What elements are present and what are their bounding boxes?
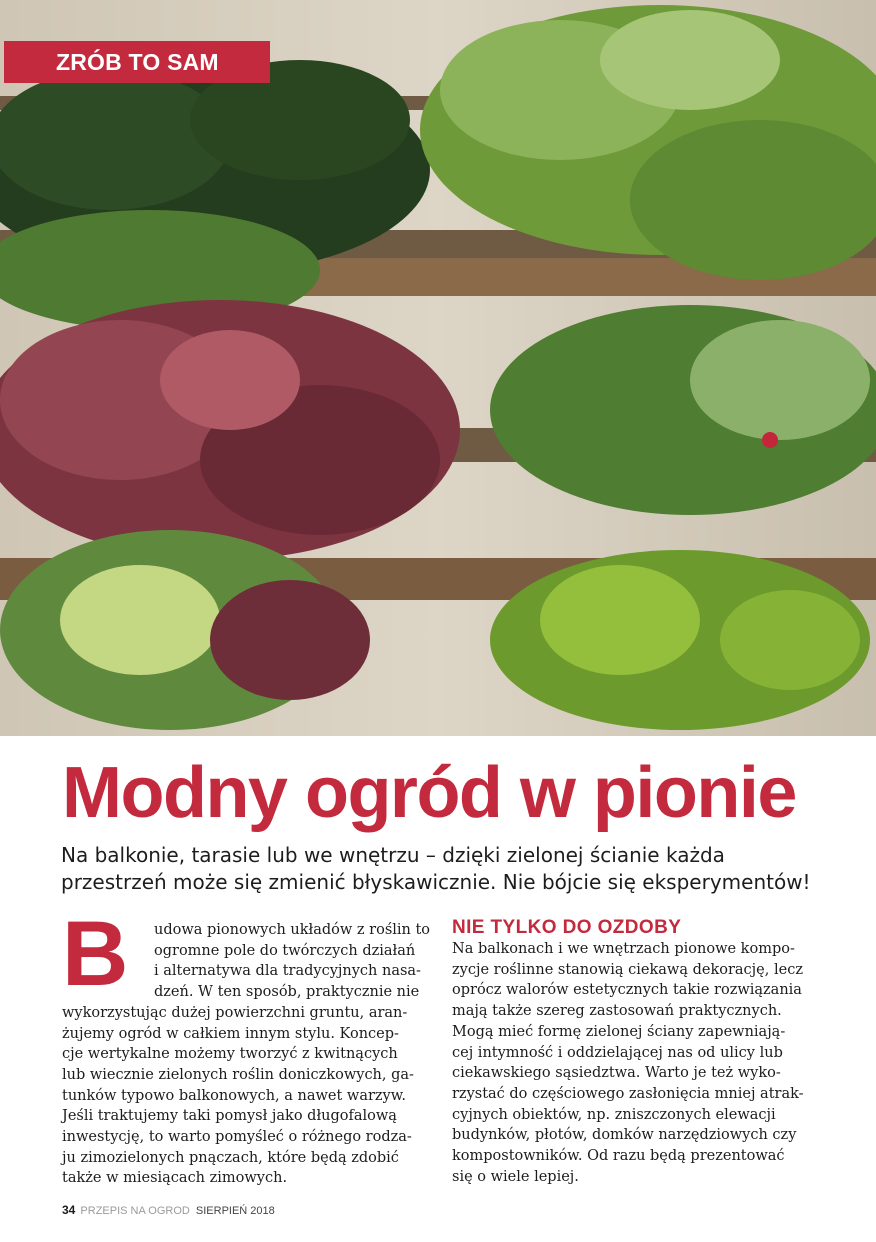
section-subhead: NIE TYLKO DO OZDOBY <box>452 917 682 938</box>
body-line: udowa pionowych układów z roślin to <box>154 922 431 938</box>
lead-line: przestrzeń może się zmienić błyskawicznie. Nie bójcie się eksperymentów! <box>61 870 811 894</box>
article-lead <box>61 842 851 896</box>
body-line: lub wiecznie zielonych roślin doniczkowych, ga- <box>62 1066 414 1083</box>
body-line: budynków, płotów, domków narzędziowych czy <box>452 1127 797 1144</box>
body-line: Na balkonach i we wnętrzach pionowe kompo- <box>452 941 795 957</box>
body-line: także w miesiącach zimowych. <box>62 1170 288 1187</box>
body-line: Mogą mieć formę zielonej ściany zapewniają- <box>452 1023 786 1040</box>
body-line: tunków typowo balkonowych, a nawet warzyw. <box>62 1087 407 1104</box>
section-rubric: ZRÓB TO SAM <box>4 41 270 83</box>
body-line: się o wiele lepiej. <box>452 1168 579 1185</box>
drop-cap: B <box>62 903 129 1005</box>
body-line: dzeń. W ten sposób, praktycznie nie <box>154 984 420 1001</box>
left-column <box>62 903 432 1189</box>
body-line: mają także szereg zastosowań praktycznych. <box>452 1003 782 1020</box>
body-line: żujemy ogród w całkiem innym stylu. Koncep- <box>62 1025 399 1042</box>
body-line: rzystać do częściowego zasłonięcia mniej atrak- <box>452 1085 804 1102</box>
magazine-name: PRZEPIS NA OGROD <box>80 1205 190 1217</box>
body-line: ogromne pole do twórczych działań <box>154 942 416 959</box>
page-footer <box>62 1203 275 1217</box>
body-line: ju zimozielonych pnączach, które będą zdobić <box>62 1149 399 1166</box>
body-line: wykorzystując dużej powierzchni gruntu, aran- <box>62 1004 408 1021</box>
body-line: kompostowników. Od razu będą prezentować <box>452 1148 785 1165</box>
body-line: oprócz walorów estetycznych takie rozwiązania <box>452 982 802 999</box>
page-number: 34 <box>62 1203 76 1217</box>
article-headline: Modny ogród w pionie <box>62 753 796 833</box>
body-line: inwestycję, to warto pomyśleć o różnego rodza- <box>62 1129 412 1146</box>
body-line: Jeśli traktujemy taki pomysł jako długofalową <box>62 1108 397 1125</box>
body-line: ciekawskiego sąsiedztwa. Warto je też wyko- <box>452 1065 781 1082</box>
body-line: zycje roślinne stanowią ciekawą dekorację, lecz <box>452 961 803 978</box>
issue-date: SIERPIEŃ 2018 <box>195 1205 275 1217</box>
right-column <box>452 918 822 1187</box>
body-line: cje wertykalne możemy tworzyć z kwitnących <box>62 1046 398 1063</box>
body-line: cyjnych obiektów, np. zniszczonych elewacji <box>452 1106 776 1123</box>
body-line: cej intymność i oddzielającej nas od ulicy lub <box>452 1044 783 1061</box>
lead-line: Na balkonie, tarasie lub we wnętrzu – dzięki zielonej ścianie każda <box>61 843 725 867</box>
body-line: i alternatywa dla tradycyjnych nasa- <box>154 963 421 980</box>
